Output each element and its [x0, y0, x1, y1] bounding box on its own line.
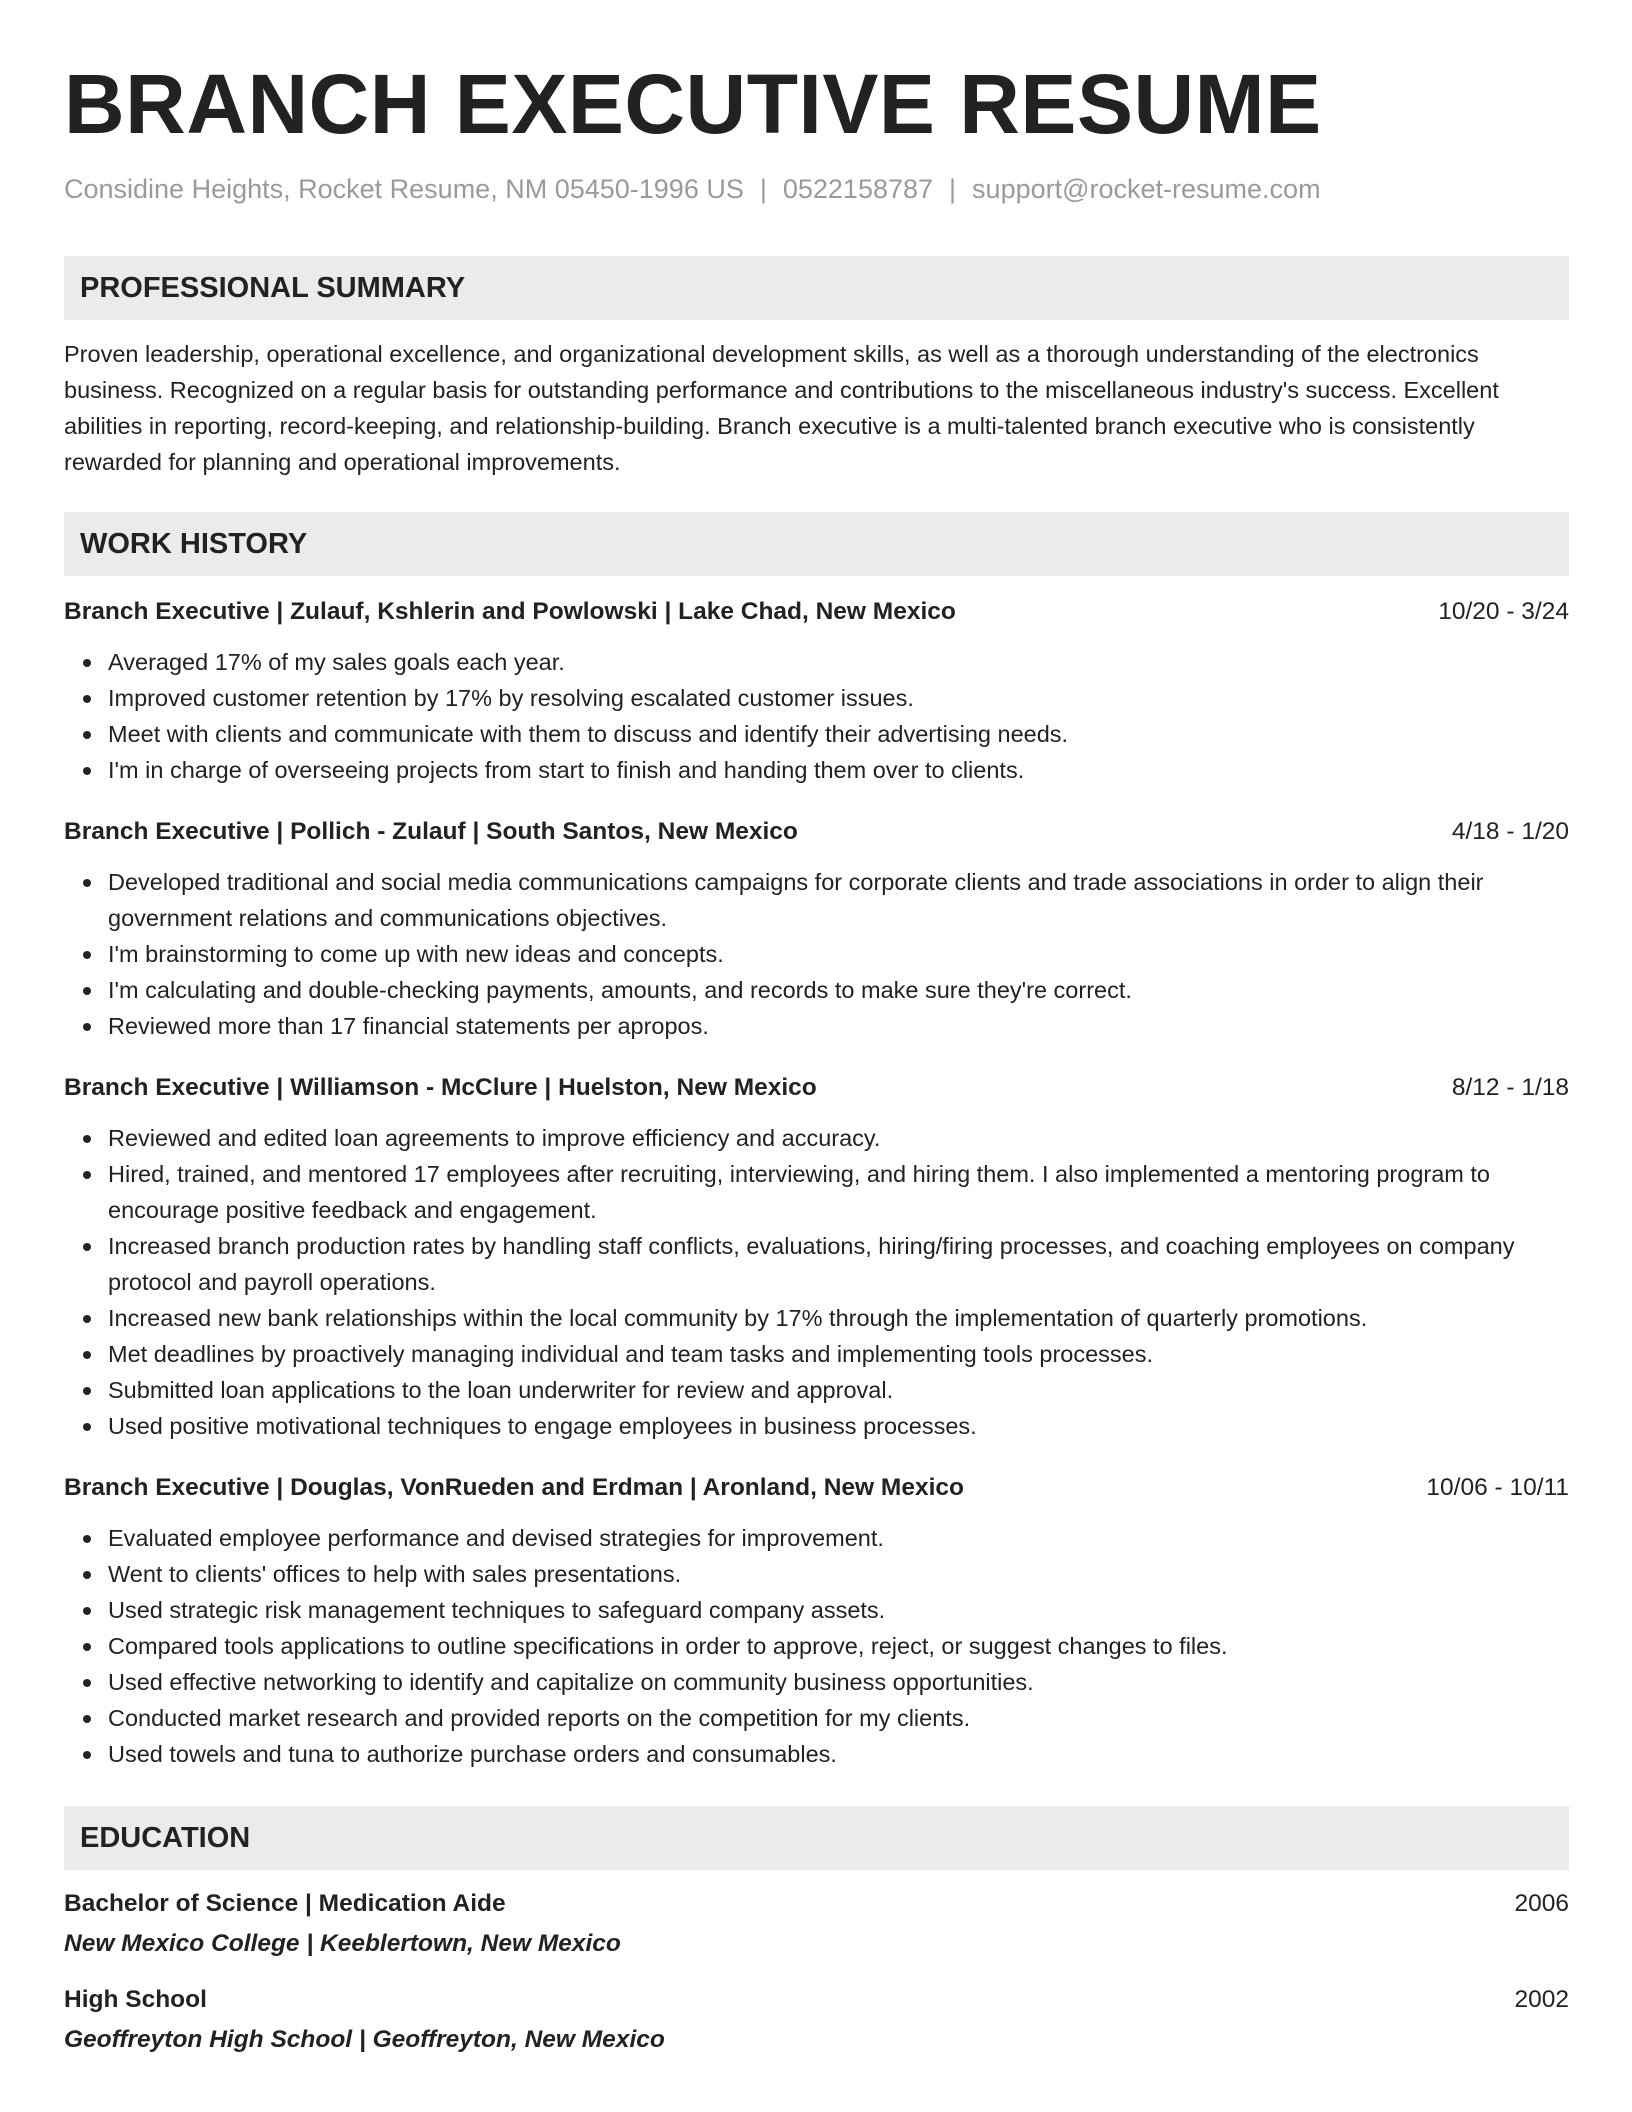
section-header-work-history: WORK HISTORY: [64, 512, 1569, 576]
contact-phone: 0522158787: [782, 174, 934, 204]
job-entry: [64, 596, 1569, 788]
job-bullets: [64, 864, 1569, 1044]
job-entry: [64, 1072, 1569, 1444]
job-bullet: Averaged 17% of my sales goals each year.: [108, 644, 1569, 680]
job-bullet: I'm in charge of overseeing projects from start to finish and handing them over to clients.: [108, 752, 1569, 788]
job-bullet: Used effective networking to identify and capitalize on community business opportunities.: [108, 1664, 1569, 1700]
contact-line: [64, 172, 1569, 206]
contact-email: support@rocket-resume.com: [972, 174, 1321, 204]
contact-separator: |: [759, 174, 767, 204]
job-bullet: Hired, trained, and mentored 17 employees after recruiting, interviewing, and hiring them. I also implemented a mentoring program to encourage positive feedback and engagement.: [108, 1156, 1569, 1228]
job-dates: 10/20 - 3/24: [1438, 598, 1569, 625]
section-header-education: EDUCATION: [64, 1806, 1569, 1870]
job-title: Branch Executive | Pollich - Zulauf | South Santos, New Mexico: [64, 818, 798, 845]
job-bullet: Developed traditional and social media communications campaigns for corporate clients and trade associations in order to align their government relations and communications objectives.: [108, 864, 1569, 936]
job-bullet: Increased new bank relationships within the local community by 17% through the implementation of quarterly promotions.: [108, 1300, 1569, 1336]
contact-address: Considine Heights, Rocket Resume, NM 05450-1996 US: [64, 174, 744, 204]
job-bullet: Met deadlines by proactively managing individual and team tasks and implementing tools processes.: [108, 1336, 1569, 1372]
job-bullet: Conducted market research and provided reports on the competition for my clients.: [108, 1700, 1569, 1736]
education-degree: High School: [64, 1986, 207, 2013]
resume-title: BRANCH EXECUTIVE RESUME: [64, 57, 1322, 151]
education-school: New Mexico College | Keeblertown, New Mexico: [64, 1930, 621, 1957]
job-bullets: [64, 1120, 1569, 1444]
job-bullet: Improved customer retention by 17% by resolving escalated customer issues.: [108, 680, 1569, 716]
education-year: 2006: [1514, 1890, 1569, 1917]
job-header: [64, 816, 1569, 848]
job-bullet: Compared tools applications to outline specifications in order to approve, reject, or suggest changes to files.: [108, 1628, 1569, 1664]
education-header: [64, 1984, 1569, 2016]
education-header: [64, 1888, 1569, 1920]
job-bullet: Evaluated employee performance and devised strategies for improvement.: [108, 1520, 1569, 1556]
education-year: 2002: [1514, 1986, 1569, 2013]
job-title: Branch Executive | Zulauf, Kshlerin and Powlowski | Lake Chad, New Mexico: [64, 598, 956, 625]
job-bullet: Meet with clients and communicate with them to discuss and identify their advertising needs.: [108, 716, 1569, 752]
job-bullet: Went to clients' offices to help with sales presentations.: [108, 1556, 1569, 1592]
job-bullets: [64, 644, 1569, 788]
job-bullet: Used strategic risk management techniques to safeguard company assets.: [108, 1592, 1569, 1628]
job-dates: 4/18 - 1/20: [1451, 818, 1569, 845]
job-bullet: Used towels and tuna to authorize purchase orders and consumables.: [108, 1736, 1569, 1772]
education-entry: [64, 1984, 1569, 2056]
job-bullet: I'm brainstorming to come up with new ideas and concepts.: [108, 936, 1569, 972]
job-header: [64, 1472, 1569, 1504]
job-bullet: Used positive motivational techniques to engage employees in business processes.: [108, 1408, 1569, 1444]
job-entry: [64, 816, 1569, 1044]
job-header: [64, 1072, 1569, 1104]
job-dates: 8/12 - 1/18: [1451, 1074, 1569, 1101]
education-entry: [64, 1888, 1569, 1960]
job-dates: 10/06 - 10/11: [1426, 1474, 1569, 1501]
job-bullet: Submitted loan applications to the loan underwriter for review and approval.: [108, 1372, 1569, 1408]
education-degree: Bachelor of Science | Medication Aide: [64, 1890, 506, 1917]
job-bullet: I'm calculating and double-checking payments, amounts, and records to make sure they're correct.: [108, 972, 1569, 1008]
job-title: Branch Executive | Douglas, VonRueden and Erdman | Aronland, New Mexico: [64, 1474, 964, 1501]
job-bullets: [64, 1520, 1569, 1772]
education-school: Geoffreyton High School | Geoffreyton, New Mexico: [64, 2026, 665, 2053]
contact-separator: |: [949, 174, 957, 204]
job-bullet: Increased branch production rates by handling staff conflicts, evaluations, hiring/firing processes, and coaching employees on company protocol and payroll operations.: [108, 1228, 1569, 1300]
job-header: [64, 596, 1569, 628]
job-bullet: Reviewed and edited loan agreements to improve efficiency and accuracy.: [108, 1120, 1569, 1156]
section-header-summary: PROFESSIONAL SUMMARY: [64, 256, 1569, 320]
job-bullet: Reviewed more than 17 financial statements per apropos.: [108, 1008, 1569, 1044]
job-title: Branch Executive | Williamson - McClure | Huelston, New Mexico: [64, 1074, 817, 1101]
job-entry: [64, 1472, 1569, 1772]
summary-text: Proven leadership, operational excellence, and organizational development skills, as well as a thorough understanding of the electronics business. Recognized on a regular basis for outstanding performance and contributions to the miscellaneous industry's success. Excellent abilities in reporting, record-keeping, and relationship-building. Branch executive is a multi-talented branch executive who is consistently rewarded for planning and operational improvements.: [64, 341, 1499, 475]
